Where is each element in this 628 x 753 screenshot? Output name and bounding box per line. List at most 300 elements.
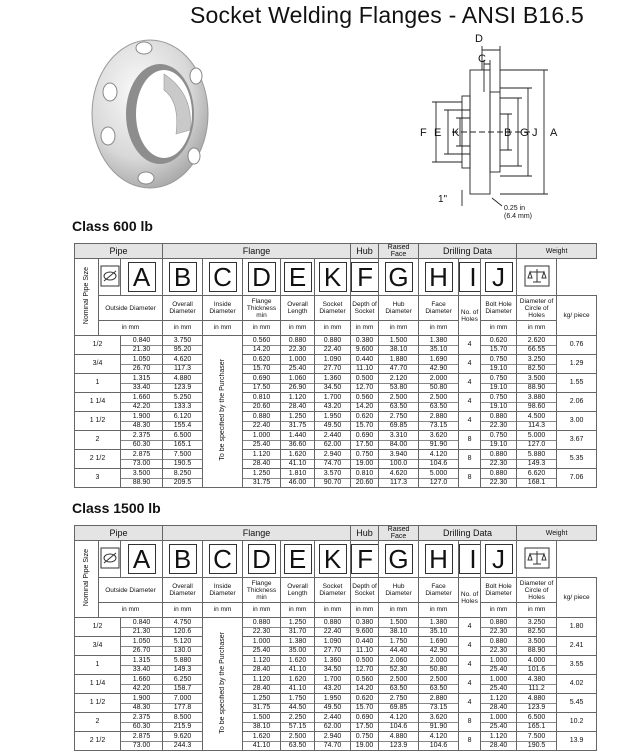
letter-cell-j bbox=[481, 541, 517, 578]
purchaser-note: To be specified by the Purchaser bbox=[218, 631, 226, 734]
no-of-holes: 8 bbox=[459, 431, 481, 450]
flange-thickness-value: 1.620 bbox=[252, 732, 271, 740]
bolt-hole-diameter-value: 28.40 bbox=[481, 741, 516, 750]
hub-diameter-value: 84.00 bbox=[379, 440, 418, 449]
depth-of-socket-value: 9.600 bbox=[351, 345, 378, 354]
desc-cell: Overall Length bbox=[281, 578, 315, 603]
depth-of-socket-value: 0.690 bbox=[355, 713, 374, 721]
hub-diameter-value: 1.750 bbox=[389, 637, 408, 645]
table-row bbox=[75, 618, 597, 637]
letter-cell-d bbox=[243, 541, 281, 578]
face-diameter bbox=[419, 374, 459, 393]
outside-diameter-value: 33.40 bbox=[121, 383, 162, 392]
bolt-hole-diameter-value: 25.40 bbox=[481, 665, 516, 674]
circle-of-holes bbox=[517, 336, 557, 355]
outside-diameter-value: 60.30 bbox=[121, 722, 162, 731]
depth-of-socket-value: 0.560 bbox=[355, 675, 374, 683]
socket-diameter bbox=[315, 431, 351, 450]
overall-diameter-value: 149.3 bbox=[163, 665, 202, 674]
purchaser-note-cell bbox=[203, 618, 243, 751]
depth-of-socket-value: 17.50 bbox=[351, 440, 378, 449]
dimension-letter-b: B bbox=[169, 544, 197, 574]
outside-diameter bbox=[121, 469, 163, 488]
bolt-hole-diameter bbox=[481, 450, 517, 469]
unit-cell: in mm bbox=[379, 321, 419, 336]
face-diameter bbox=[419, 412, 459, 431]
overall-diameter-value: 6.500 bbox=[173, 431, 192, 439]
overall-diameter-value: 4.750 bbox=[173, 618, 192, 626]
unit-cell: in mm bbox=[481, 321, 517, 336]
unit-cell: in mm bbox=[281, 603, 315, 618]
outside-diameter bbox=[121, 694, 163, 713]
socket-diameter-value: 2.940 bbox=[323, 732, 342, 740]
face-diameter-value: 2.000 bbox=[429, 374, 448, 382]
overall-diameter-value: 215.9 bbox=[163, 722, 202, 731]
hub-diameter-value: 2.060 bbox=[389, 656, 408, 664]
bolt-hole-diameter-value: 0.750 bbox=[489, 393, 508, 401]
overall-diameter-value: 6.120 bbox=[173, 412, 192, 420]
no-of-holes: 4 bbox=[459, 393, 481, 412]
face-diameter-value: 73.15 bbox=[419, 421, 458, 430]
outside-diameter-value: 0.840 bbox=[132, 336, 151, 344]
header-pipe: Pipe bbox=[75, 526, 163, 541]
letter-cell-b bbox=[163, 541, 203, 578]
weight-kg: 5.35 bbox=[557, 450, 597, 469]
overall-length bbox=[281, 412, 315, 431]
overall-length-value: 41.10 bbox=[281, 684, 314, 693]
overall-length bbox=[281, 450, 315, 469]
bolt-hole-diameter-value: 0.750 bbox=[489, 374, 508, 382]
flange-thickness-value: 1.000 bbox=[252, 431, 271, 439]
circle-of-holes-value: 149.3 bbox=[517, 459, 556, 468]
overall-diameter bbox=[163, 412, 203, 431]
overall-length bbox=[281, 336, 315, 355]
scale-icon bbox=[524, 547, 550, 569]
flange-thickness bbox=[243, 732, 281, 751]
desc-cell: Flange Thickness min bbox=[243, 296, 281, 321]
diagram-label-025in: 0.25 in bbox=[504, 205, 526, 212]
outside-diameter-value: 1.315 bbox=[132, 656, 151, 664]
flange-thickness-value: 25.40 bbox=[243, 646, 280, 655]
overall-diameter-value: 190.5 bbox=[163, 459, 202, 468]
hub-diameter-value: 123.9 bbox=[379, 741, 418, 750]
depth-of-socket-value: 15.70 bbox=[351, 703, 378, 712]
flange-thickness-value: 1.250 bbox=[252, 469, 271, 477]
circle-of-holes-value: 6.620 bbox=[527, 469, 546, 477]
pipe-icon bbox=[100, 547, 120, 569]
dimension-letter-f: F bbox=[351, 544, 379, 574]
unit-cell: in mm bbox=[419, 321, 459, 336]
flange-thickness-value: 31.75 bbox=[243, 703, 280, 712]
nominal-pipe-size-text: Nominal Pipe Size bbox=[82, 266, 90, 325]
table-row bbox=[75, 694, 597, 713]
outside-diameter-value: 73.00 bbox=[121, 741, 162, 750]
class-600-tbody bbox=[75, 244, 597, 488]
diagram-label-1in: 1" bbox=[438, 194, 448, 205]
overall-diameter-value: 120.6 bbox=[163, 627, 202, 636]
dimension-letter-c: C bbox=[209, 544, 237, 574]
depth-of-socket bbox=[351, 713, 379, 732]
letter-cell-b bbox=[163, 259, 203, 296]
bolt-hole-diameter-value: 0.620 bbox=[489, 336, 508, 344]
hub-diameter-value: 2.750 bbox=[389, 412, 408, 420]
pipe-size: 1 bbox=[75, 374, 121, 393]
socket-diameter-value: 34.50 bbox=[315, 383, 350, 392]
unit-cell: in mm bbox=[517, 321, 557, 336]
desc-cell: Inside Diameter bbox=[203, 296, 243, 321]
letter-cell-a bbox=[121, 259, 163, 296]
circle-of-holes-value: 165.1 bbox=[517, 722, 556, 731]
desc-cell: Socket Diameter bbox=[315, 296, 351, 321]
unit-cell: in mm bbox=[163, 603, 203, 618]
header-raised-face: Raised Face bbox=[379, 526, 419, 541]
overall-diameter-value: 3.750 bbox=[173, 336, 192, 344]
flange-thickness bbox=[243, 656, 281, 675]
outside-diameter-value: 21.30 bbox=[121, 345, 162, 354]
diagram-label-b: B bbox=[504, 127, 512, 139]
overall-length-value: 1.440 bbox=[288, 431, 307, 439]
desc-cell: Bolt Hole Diameter bbox=[481, 296, 517, 321]
outside-diameter bbox=[121, 713, 163, 732]
socket-diameter bbox=[315, 713, 351, 732]
table-row bbox=[75, 431, 597, 450]
desc-cell: kg/ piece bbox=[557, 296, 597, 336]
outside-diameter-value: 3.500 bbox=[132, 469, 151, 477]
depth-of-socket bbox=[351, 355, 379, 374]
outside-diameter-value: 21.30 bbox=[121, 627, 162, 636]
desc-cell: Diameter of Circle of Holes bbox=[517, 578, 557, 603]
socket-diameter-value: 1.360 bbox=[323, 374, 342, 382]
circle-of-holes bbox=[517, 637, 557, 656]
hub-diameter-value: 47.70 bbox=[379, 364, 418, 373]
circle-of-holes bbox=[517, 618, 557, 637]
depth-of-socket-value: 12.70 bbox=[351, 383, 378, 392]
hub-diameter-value: 69.85 bbox=[379, 703, 418, 712]
circle-of-holes-value: 3.250 bbox=[527, 618, 546, 626]
hub-diameter bbox=[379, 637, 419, 656]
flange-thickness-value: 14.20 bbox=[243, 345, 280, 354]
flange-thickness-value: 0.560 bbox=[252, 336, 271, 344]
flange-thickness-value: 28.40 bbox=[243, 459, 280, 468]
depth-of-socket-value: 14.20 bbox=[351, 402, 378, 411]
letter-cell-k bbox=[315, 259, 351, 296]
unit-cell: in mm bbox=[351, 603, 379, 618]
weight-kg: 1.80 bbox=[557, 618, 597, 637]
pipe-icon bbox=[100, 265, 120, 287]
circle-of-holes-value: 7.500 bbox=[527, 732, 546, 740]
pipe-size: 1 bbox=[75, 656, 121, 675]
outside-diameter-value: 1.050 bbox=[132, 355, 151, 363]
dimension-letter-a: A bbox=[128, 544, 156, 574]
depth-of-socket bbox=[351, 450, 379, 469]
overall-length bbox=[281, 393, 315, 412]
depth-of-socket-value: 0.500 bbox=[355, 374, 374, 382]
desc-cell: Face Diameter bbox=[419, 296, 459, 321]
face-diameter bbox=[419, 393, 459, 412]
pipe-size: 1/2 bbox=[75, 336, 121, 355]
overall-diameter-value: 8.500 bbox=[173, 713, 192, 721]
class-1500-title: Class 1500 lb bbox=[72, 500, 161, 516]
depth-of-socket-value: 0.380 bbox=[355, 618, 374, 626]
table-row bbox=[75, 469, 597, 488]
overall-length-value: 63.50 bbox=[281, 741, 314, 750]
flange-thickness-value: 15.70 bbox=[243, 364, 280, 373]
face-diameter bbox=[419, 656, 459, 675]
flange-thickness-value: 1.000 bbox=[252, 637, 271, 645]
overall-length-value: 44.50 bbox=[281, 703, 314, 712]
face-diameter-value: 63.50 bbox=[419, 684, 458, 693]
flange-thickness-value: 1.500 bbox=[252, 713, 271, 721]
unit-cell: in mm bbox=[315, 603, 351, 618]
face-diameter bbox=[419, 732, 459, 751]
hub-diameter-value: 38.10 bbox=[379, 627, 418, 636]
hub-diameter bbox=[379, 374, 419, 393]
flange-thickness bbox=[243, 450, 281, 469]
table-row bbox=[75, 675, 597, 694]
desc-cell: kg/ piece bbox=[557, 578, 597, 618]
face-diameter-value: 73.15 bbox=[419, 703, 458, 712]
no-of-holes: 4 bbox=[459, 412, 481, 431]
overall-length bbox=[281, 713, 315, 732]
flange-thickness-value: 1.120 bbox=[252, 450, 271, 458]
dimension-letter-k: K bbox=[319, 544, 347, 574]
bolt-hole-diameter-value: 0.880 bbox=[489, 450, 508, 458]
header-desc-row bbox=[75, 578, 597, 603]
hub-diameter-value: 3.310 bbox=[389, 431, 408, 439]
no-of-holes: 4 bbox=[459, 355, 481, 374]
outside-diameter bbox=[121, 374, 163, 393]
socket-diameter bbox=[315, 618, 351, 637]
overall-length-value: 46.00 bbox=[281, 478, 314, 487]
circle-of-holes-value: 82.50 bbox=[517, 364, 556, 373]
outside-diameter-value: 48.30 bbox=[121, 421, 162, 430]
letter-cell-e bbox=[281, 541, 315, 578]
unit-cell: in mm bbox=[481, 603, 517, 618]
circle-of-holes-value: 127.0 bbox=[517, 440, 556, 449]
face-diameter bbox=[419, 637, 459, 656]
unit-cell: in mm bbox=[281, 321, 315, 336]
bolt-hole-diameter-value: 28.40 bbox=[481, 703, 516, 712]
page-title: Socket Welding Flanges - ANSI B16.5 bbox=[190, 2, 584, 28]
overall-diameter-value: 158.7 bbox=[163, 684, 202, 693]
header-flange: Flange bbox=[163, 244, 351, 259]
bolt-hole-diameter bbox=[481, 431, 517, 450]
bolt-hole-diameter-value: 19.10 bbox=[481, 440, 516, 449]
socket-diameter bbox=[315, 637, 351, 656]
hub-diameter-value: 104.6 bbox=[379, 722, 418, 731]
no-of-holes: 4 bbox=[459, 694, 481, 713]
no-of-holes: 4 bbox=[459, 656, 481, 675]
pipe-size: 2 1/2 bbox=[75, 732, 121, 751]
outside-diameter-value: 1.900 bbox=[132, 412, 151, 420]
dimension-letter-i: I bbox=[459, 544, 481, 574]
hub-diameter bbox=[379, 656, 419, 675]
outside-diameter-value: 2.375 bbox=[132, 713, 151, 721]
weight-kg: 1.29 bbox=[557, 355, 597, 374]
flange-thickness-value: 28.40 bbox=[243, 684, 280, 693]
overall-diameter bbox=[163, 694, 203, 713]
face-diameter-value: 1.380 bbox=[429, 336, 448, 344]
socket-diameter bbox=[315, 393, 351, 412]
bolt-hole-diameter bbox=[481, 675, 517, 694]
flange-thickness-value: 22.40 bbox=[243, 421, 280, 430]
outside-diameter bbox=[121, 450, 163, 469]
desc-cell: No. of Holes bbox=[459, 296, 481, 336]
outside-diameter-value: 0.840 bbox=[132, 618, 151, 626]
bolt-hole-diameter bbox=[481, 732, 517, 751]
dimension-letter-h: H bbox=[425, 262, 453, 292]
face-diameter bbox=[419, 675, 459, 694]
unit-cell: in mm bbox=[419, 603, 459, 618]
bolt-hole-diameter bbox=[481, 393, 517, 412]
overall-diameter-value: 165.1 bbox=[163, 440, 202, 449]
pipe-size: 1/2 bbox=[75, 618, 121, 637]
overall-length-value: 2.250 bbox=[288, 713, 307, 721]
flange-thickness-value: 0.880 bbox=[252, 412, 271, 420]
bolt-hole-diameter-value: 0.880 bbox=[489, 618, 508, 626]
outside-diameter bbox=[121, 336, 163, 355]
header-weight: Weight bbox=[517, 244, 597, 259]
unit-cell: in mm bbox=[203, 603, 243, 618]
depth-of-socket bbox=[351, 675, 379, 694]
dimension-letter-i: I bbox=[459, 262, 481, 292]
outside-diameter-value: 48.30 bbox=[121, 703, 162, 712]
bolt-hole-diameter bbox=[481, 412, 517, 431]
no-of-holes: 4 bbox=[459, 675, 481, 694]
flange-thickness-value: 28.40 bbox=[243, 665, 280, 674]
class-600-title: Class 600 lb bbox=[72, 218, 153, 234]
circle-of-holes-value: 66.55 bbox=[517, 345, 556, 354]
outside-diameter-value: 26.70 bbox=[121, 646, 162, 655]
overall-length-value: 1.250 bbox=[288, 618, 307, 626]
overall-diameter-value: 117.3 bbox=[163, 364, 202, 373]
bolt-hole-diameter-value: 22.30 bbox=[481, 478, 516, 487]
weight-kg: 1.55 bbox=[557, 374, 597, 393]
flange-thickness-value: 31.75 bbox=[243, 478, 280, 487]
no-of-holes: 4 bbox=[459, 637, 481, 656]
overall-length-value: 28.40 bbox=[281, 402, 314, 411]
overall-diameter bbox=[163, 469, 203, 488]
overall-diameter bbox=[163, 393, 203, 412]
flange-thickness-value: 17.50 bbox=[243, 383, 280, 392]
outside-diameter-value: 60.30 bbox=[121, 440, 162, 449]
diagram-label-e: E bbox=[434, 127, 442, 139]
depth-of-socket bbox=[351, 637, 379, 656]
overall-length-value: 1.120 bbox=[288, 393, 307, 401]
circle-of-holes-value: 3.500 bbox=[527, 637, 546, 645]
table-row bbox=[75, 656, 597, 675]
bolt-hole-diameter-value: 19.10 bbox=[481, 383, 516, 392]
header-letter-row bbox=[75, 541, 597, 578]
weight-kg: 10.2 bbox=[557, 713, 597, 732]
face-diameter-value: 63.50 bbox=[419, 402, 458, 411]
socket-diameter-value: 3.570 bbox=[323, 469, 342, 477]
dimension-letter-e: E bbox=[284, 544, 312, 574]
circle-of-holes-value: 98.60 bbox=[517, 402, 556, 411]
bolt-hole-diameter-value: 22.30 bbox=[481, 627, 516, 636]
depth-of-socket-value: 11.10 bbox=[351, 646, 378, 655]
socket-diameter bbox=[315, 656, 351, 675]
hub-diameter-value: 2.120 bbox=[389, 374, 408, 382]
flange-thickness-value: 22.30 bbox=[243, 627, 280, 636]
outside-diameter bbox=[121, 412, 163, 431]
outside-diameter-value: 42.20 bbox=[121, 402, 162, 411]
unit-cell: in mm bbox=[351, 321, 379, 336]
flange-thickness-value: 0.620 bbox=[252, 355, 271, 363]
pipe-size: 1 1/2 bbox=[75, 694, 121, 713]
pipe-size: 2 bbox=[75, 713, 121, 732]
overall-diameter bbox=[163, 336, 203, 355]
hub-diameter-value: 4.120 bbox=[389, 713, 408, 721]
outside-diameter-value: 2.875 bbox=[132, 732, 151, 740]
overall-length bbox=[281, 675, 315, 694]
desc-cell: Overall Diameter bbox=[163, 296, 203, 321]
socket-diameter-value: 74.70 bbox=[315, 741, 350, 750]
weight-kg: 4.02 bbox=[557, 675, 597, 694]
dimension-letter-d: D bbox=[248, 262, 276, 292]
depth-of-socket bbox=[351, 393, 379, 412]
weight-kg: 3.00 bbox=[557, 412, 597, 431]
desc-cell: Overall Length bbox=[281, 296, 315, 321]
nominal-pipe-size-text: Nominal Pipe Size bbox=[82, 548, 90, 607]
socket-diameter bbox=[315, 374, 351, 393]
face-diameter-value: 1.690 bbox=[429, 637, 448, 645]
desc-cell: No. of Holes bbox=[459, 578, 481, 618]
letter-cell-h bbox=[419, 259, 459, 296]
circle-of-holes-value: 5.880 bbox=[527, 450, 546, 458]
depth-of-socket bbox=[351, 431, 379, 450]
pipe-size: 3 bbox=[75, 469, 121, 488]
face-diameter bbox=[419, 618, 459, 637]
overall-length-value: 25.40 bbox=[281, 364, 314, 373]
depth-of-socket-value: 19.00 bbox=[351, 741, 378, 750]
overall-diameter bbox=[163, 618, 203, 637]
pipe-size: 1 1/4 bbox=[75, 393, 121, 412]
overall-length-value: 31.70 bbox=[281, 627, 314, 636]
overall-length-value: 41.10 bbox=[281, 459, 314, 468]
unit-cell: in mm bbox=[517, 603, 557, 618]
circle-of-holes bbox=[517, 713, 557, 732]
header-raised-face: Raised Face bbox=[379, 244, 419, 259]
hub-diameter-value: 63.50 bbox=[379, 402, 418, 411]
depth-of-socket-value: 0.750 bbox=[355, 732, 374, 740]
circle-of-holes-value: 168.1 bbox=[517, 478, 556, 487]
flange-thickness bbox=[243, 694, 281, 713]
socket-diameter-value: 49.50 bbox=[315, 421, 350, 430]
hub-diameter bbox=[379, 675, 419, 694]
face-diameter-value: 2.880 bbox=[429, 412, 448, 420]
overall-length bbox=[281, 656, 315, 675]
socket-diameter-value: 22.40 bbox=[315, 345, 350, 354]
letter-cell-i bbox=[459, 541, 481, 578]
overall-diameter-value: 133.3 bbox=[163, 402, 202, 411]
depth-of-socket-value: 0.810 bbox=[355, 469, 374, 477]
no-of-holes: 4 bbox=[459, 374, 481, 393]
depth-of-socket-value: 14.20 bbox=[351, 684, 378, 693]
overall-diameter bbox=[163, 431, 203, 450]
outside-diameter bbox=[121, 732, 163, 751]
bolt-hole-diameter-value: 25.40 bbox=[481, 684, 516, 693]
unit-cell: in mm bbox=[315, 321, 351, 336]
hub-diameter bbox=[379, 694, 419, 713]
circle-of-holes-value: 88.90 bbox=[517, 383, 556, 392]
desc-cell: Depth of Socket bbox=[351, 296, 379, 321]
face-diameter-value: 4.120 bbox=[429, 732, 448, 740]
nominal-pipe-size-label bbox=[75, 259, 99, 336]
class-1500-table bbox=[74, 525, 597, 751]
header-weight: Weight bbox=[517, 526, 597, 541]
bolt-hole-diameter bbox=[481, 694, 517, 713]
